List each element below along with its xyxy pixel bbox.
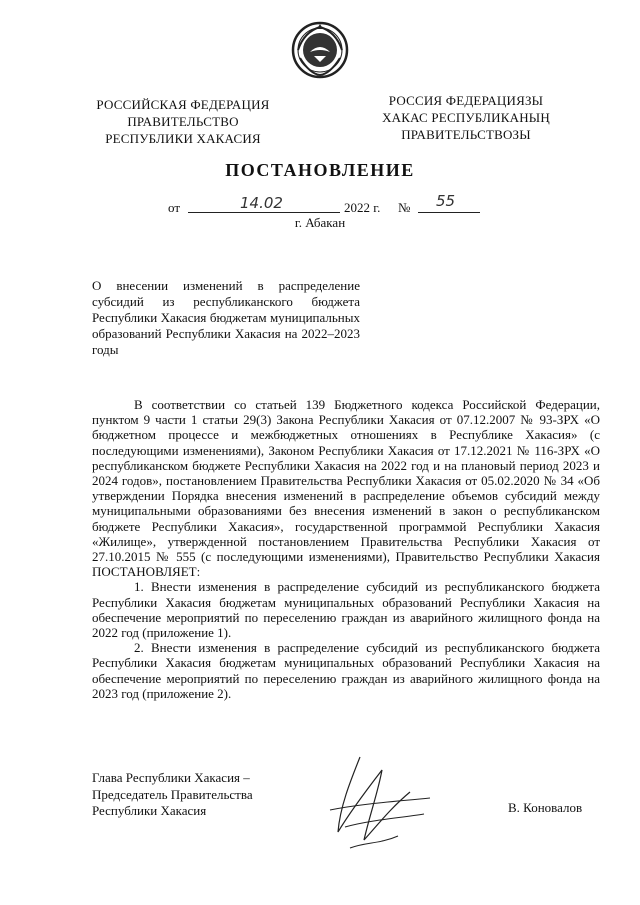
signatory-position-line: Республики Хакасия — [92, 803, 207, 818]
header-right-line: ПРАВИТЕЛЬСТВОЗЫ — [401, 127, 531, 142]
header-left-line: РОССИЙСКАЯ ФЕДЕРАЦИЯ — [96, 97, 270, 112]
city-label: г. Абакан — [294, 215, 346, 230]
handwritten-number: 55 — [436, 192, 456, 210]
document-title: ПОСТАНОВЛЕНИЕ — [225, 160, 415, 180]
document-body — [92, 397, 600, 701]
signatory-name: В. Коновалов — [508, 800, 583, 815]
body-paragraph: В соответствии со статьей 139 Бюджетного кодекса Российской Федерации, пунктом 9 части 1 статьи 29(3) Закона Республики Хакасия от 07.12.2007 № 93-ЗРХ «О бюджетном процессе и межбюджетных отношениях в Республике Хакасия» (с последующими изменениями), Законом Республики Хакасия от 17.12.2021 № 116-ЗРХ «О республиканском бюджете Республики Хакасия на 2022 год и на плановый период 2023 и 2024 годов», постановлением Правительства Республики Хакасия от 05.02.2020 № 34 «Об утверждении Порядка внесения изменений в распределение объемов субсидий между муниципальными образованиями без внесения изменений в закон о республиканском бюджете Республики Хакасия», государственной программой Республики Хакасия «Жилище», утвержденной постановлением Правительства Республики Хакасия от 27.10.2015 № 555 (с последующими изменениями), Правительство Республики Хакасия ПОСТАНОВЛЯЕТ: — [92, 397, 600, 580]
signatory-position-line: Председатель Правительства — [92, 786, 253, 802]
subject-block: О внесении изменений в распределение субсидий из республиканского бюджета Республики Хакасия бюджетам муниципальных образований Республики Хакасия на 2022–2023 годы — [92, 278, 360, 357]
body-paragraph: 2. Внести изменения в распределение субсидий из республиканского бюджета Республики Хакасия бюджетам муниципальных образований Республики Хакасия на обеспечение мероприятий по переселению граждан из аварийного жилищного фонда на 2023 год (приложение 2). — [92, 640, 600, 701]
coat-of-arms-emblem — [290, 20, 350, 80]
header-left-block — [88, 96, 278, 147]
header-right-line: ХАКАС РЕСПУБЛИКАНЫҢ — [382, 110, 550, 125]
signatory-position — [92, 770, 312, 820]
signatory-position-line: Глава Республики Хакасия – — [92, 770, 250, 785]
date-number-line — [150, 192, 500, 217]
header-left-line: ПРАВИТЕЛЬСТВО — [127, 114, 239, 129]
header-left-line: РЕСПУБЛИКИ ХАКАСИЯ — [105, 131, 261, 146]
date-underline — [188, 212, 340, 213]
number-sign: № — [398, 200, 411, 215]
header-right-block — [366, 92, 566, 143]
number-underline — [418, 212, 480, 213]
year-label: 2022 г. — [344, 200, 381, 215]
body-paragraph: 1. Внести изменения в распределение субсидий из республиканского бюджета Республики Хакасия бюджетам муниципальных образований Республики Хакасия на обеспечение мероприятий по переселению граждан из аварийного жилищного фонда на 2022 год (приложение 1). — [92, 579, 600, 641]
date-prefix: от — [168, 200, 181, 215]
handwritten-signature — [320, 752, 440, 857]
header-right-line: РОССИЯ ФЕДЕРАЦИЯЗЫ — [388, 93, 544, 108]
handwritten-date: 14.02 — [240, 194, 283, 212]
